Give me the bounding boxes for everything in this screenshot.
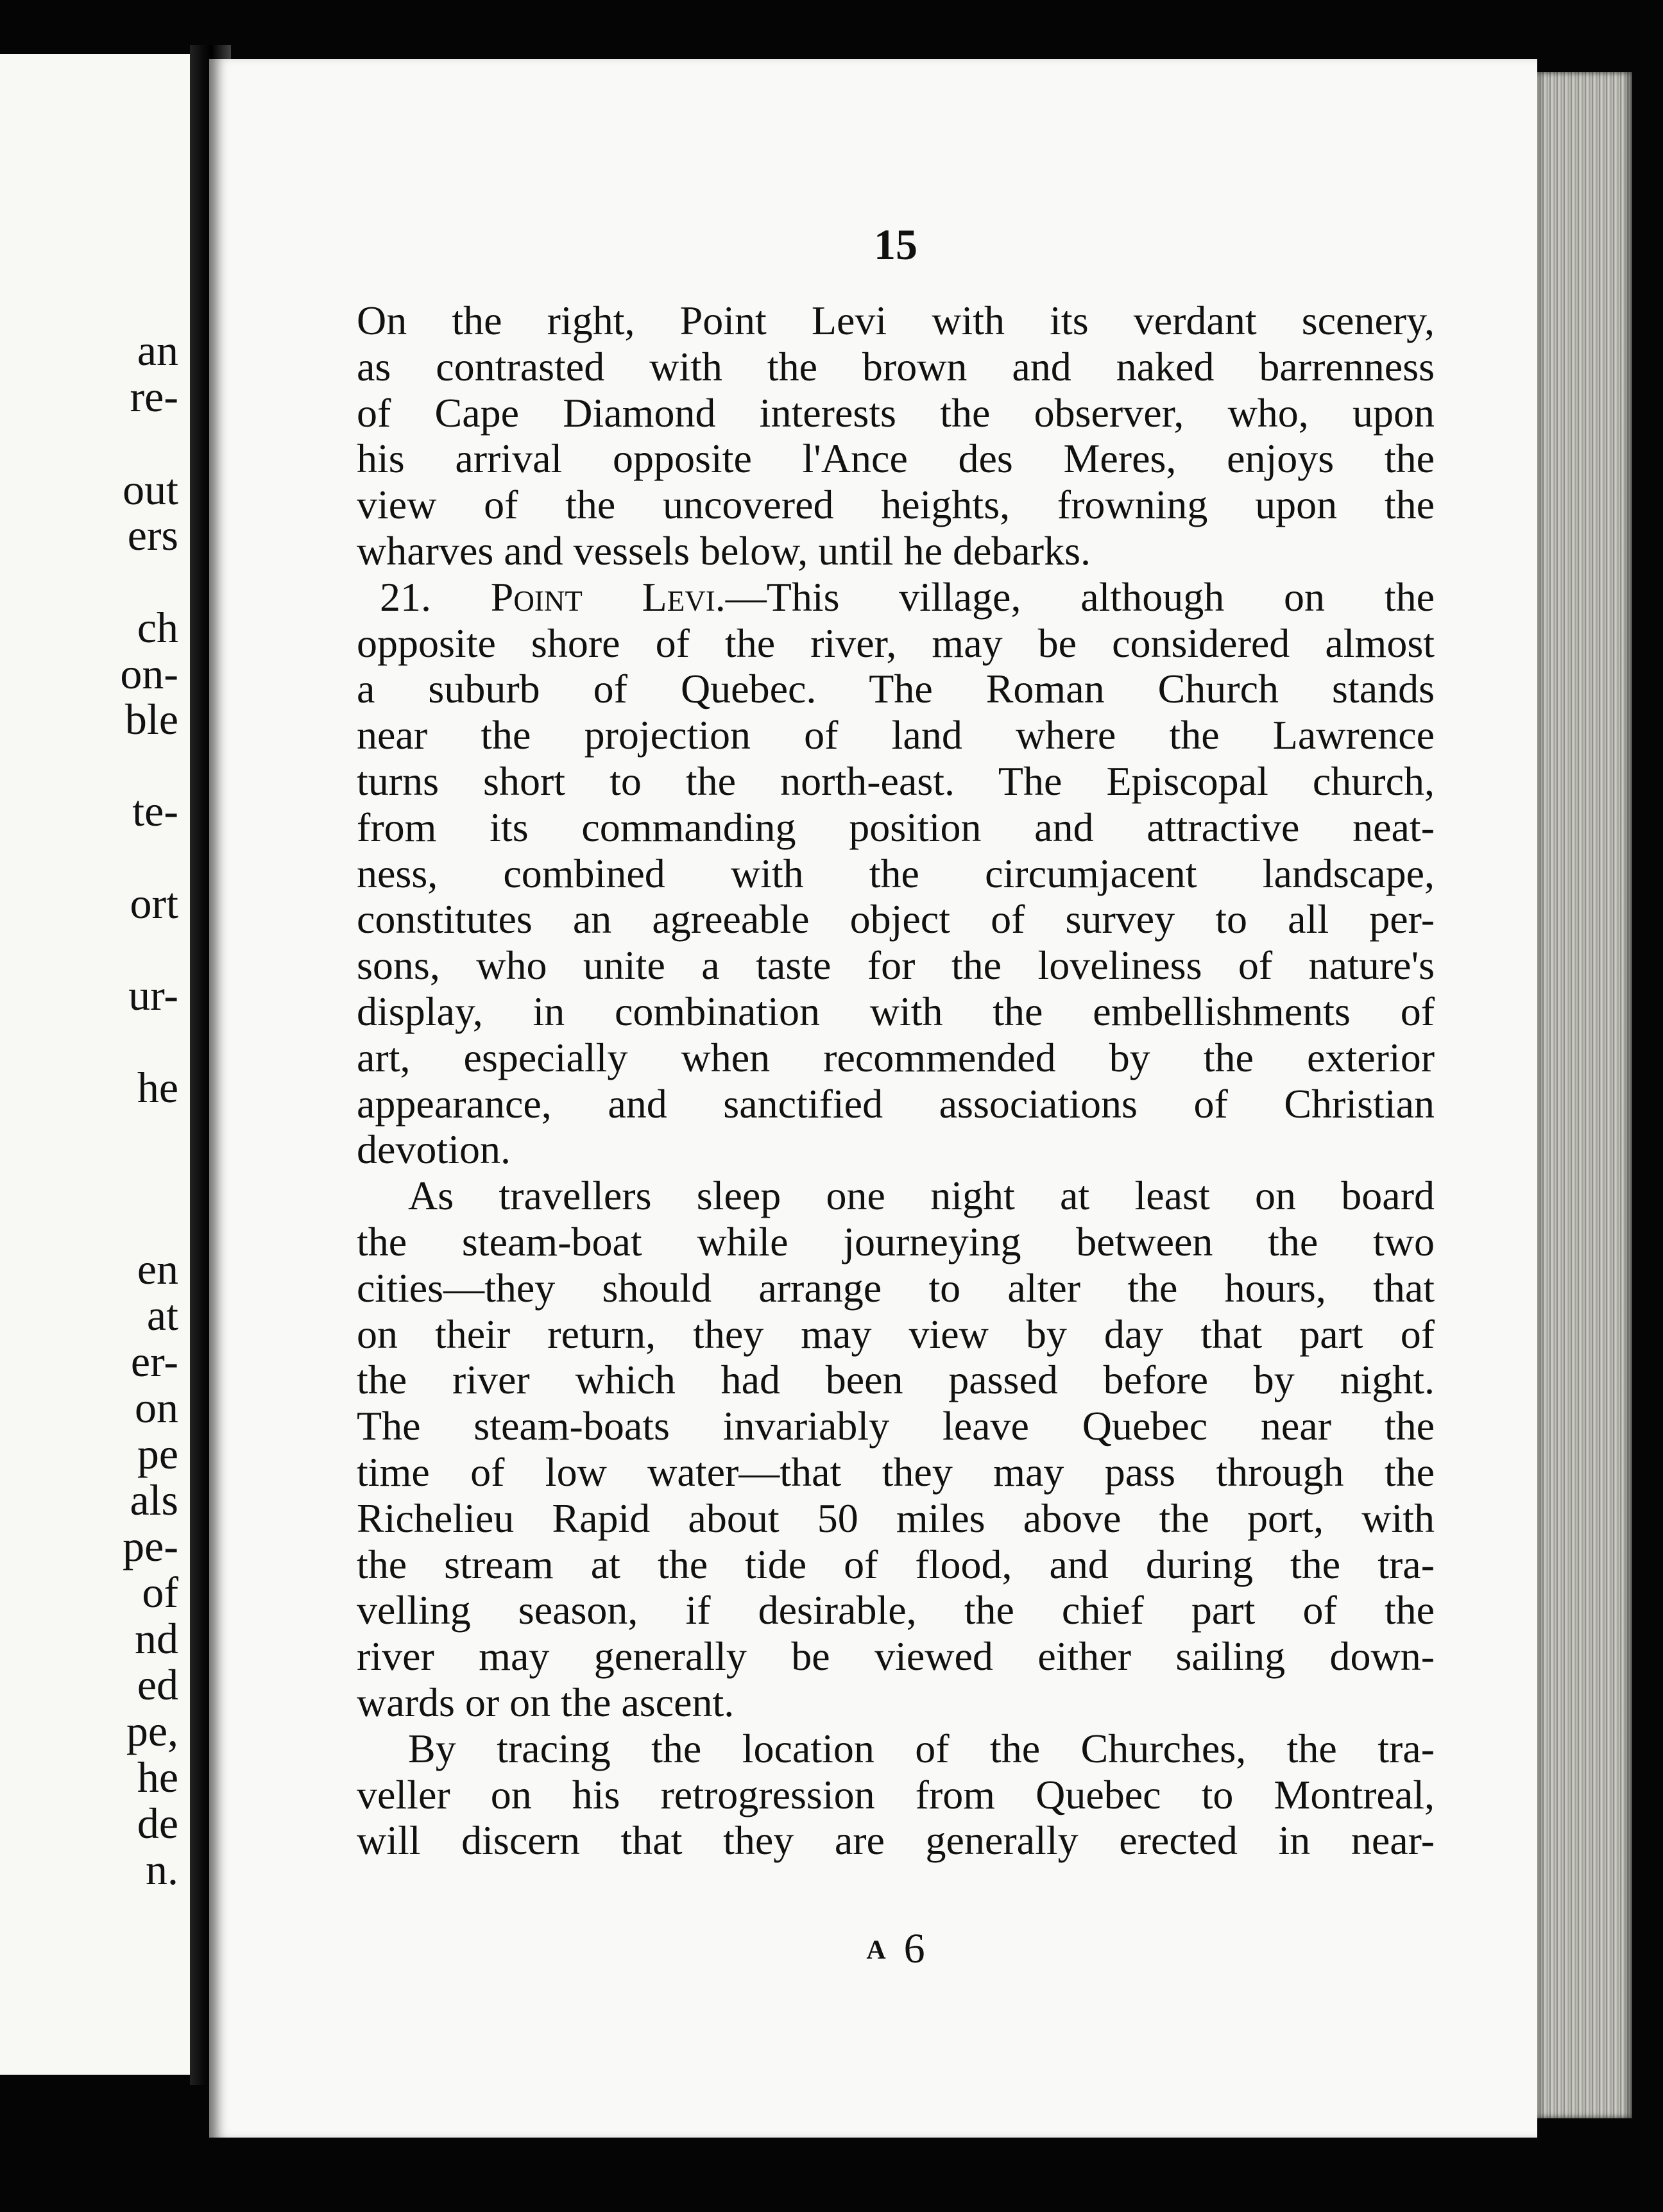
text-line: the stream at the tide of flood, and during the tra- [357,1541,1435,1587]
page-number: 15 [874,220,917,269]
signature-mark [209,1925,1537,1973]
text-line: the river which had been passed before by night. [357,1357,1435,1403]
text-line: devotion. [357,1127,511,1173]
left-fragment: te- [132,787,178,835]
text-line: time of low water—that they may pass through the [357,1449,1435,1495]
text-line: On the right, Point Levi with its verdant scenery, [357,298,1435,343]
left-fragment: on- [120,649,178,698]
main-page [209,59,1537,2138]
text-line: wharves and vessels below, until he debarks. [357,527,1091,574]
left-fragment: he [137,1753,178,1801]
left-fragment: out [123,465,178,514]
section-heading-continuation: —This village, although on the [725,574,1435,620]
left-facing-page [0,54,190,2075]
text-line: view of the uncovered heights, frowning upon the [357,482,1435,528]
text-line: wards or on the ascent. [357,1679,735,1725]
text-line: By tracing the location of the Churches, the tra- [408,1725,1435,1771]
text-line: constitutes an agreeable object of survey to all per- [357,896,1435,942]
text-line: velling season, if desirable, the chief part of the [357,1587,1435,1633]
left-fragment: als [130,1476,178,1524]
left-fragment: at [146,1291,178,1340]
text-line: appearance, and sanctified associations of Christian [357,1080,1435,1127]
left-fragment: re- [130,372,178,421]
section-number: 21. [380,574,491,620]
left-page-text-fragments [0,54,190,2075]
left-fragment: an [137,326,178,375]
left-fragment: pe [137,1429,178,1478]
left-fragment: ur- [128,971,178,1019]
left-fragment: er- [130,1337,178,1386]
text-line: from its commanding position and attractive neat- [357,804,1435,850]
text-line: as contrasted with the brown and naked barrenness [357,343,1435,389]
signature-number: 6 [903,1925,925,1972]
left-fragment: on [135,1383,178,1432]
text-line: near the projection of land where the Lawrence [357,712,1435,758]
text-line: a suburb of Quebec. The Roman Church stands [357,666,1435,712]
left-fragment: ort [130,879,178,928]
left-fragment: en [137,1245,178,1293]
section-heading: Point Levi. [490,574,726,620]
text-line: the steam-boat while journeying between the two [357,1218,1435,1264]
left-fragment: ed [137,1660,178,1709]
text-line: of Cape Diamond interests the observer, who, upon [357,389,1435,436]
text-line: sons, who unite a taste for the loveliness of nature's [357,942,1435,989]
text-line: will discern that they are generally erected in near- [357,1817,1435,1864]
left-fragment: pe- [123,1522,178,1570]
text-line: display, in combination with the embellishments of [357,988,1435,1034]
left-fragment: he [137,1063,178,1112]
text-line: opposite shore of the river, may be considered almost [357,620,1435,666]
left-fragment: n. [146,1845,178,1894]
body-text [357,298,1435,1864]
left-fragment: ers [127,511,178,559]
text-line: As travellers sleep one night at least on board [408,1173,1435,1219]
text-line: on their return, they may view by day that part of [357,1311,1435,1357]
text-line: turns short to the north-east. The Episcopal church, [357,758,1435,804]
left-fragment: of [142,1568,178,1617]
text-line: art, especially when recommended by the exterior [357,1034,1435,1080]
left-fragment: ch [137,603,178,652]
text-line: ness, combined with the circumjacent landscape, [357,850,1435,896]
section-heading-line [357,574,1435,620]
stacked-page-edges [1537,72,1632,2118]
text-line: The steam-boats invariably leave Quebec near the [357,1403,1435,1449]
text-line: cities—they should arrange to alter the hours, that [357,1264,1435,1311]
left-fragment: ble [124,695,178,744]
text-line: his arrival opposite l'Ance des Meres, enjoys the [357,436,1435,482]
signature-letter: A [866,1936,886,1965]
left-page-edge [190,45,212,2085]
left-fragment: pe, [126,1706,178,1755]
left-fragment: nd [135,1614,178,1663]
text-line: Richelieu Rapid about 50 miles above the port, with [357,1495,1435,1541]
left-fragment: de [137,1799,178,1848]
text-line: river may generally be viewed either sailing down- [357,1633,1435,1680]
text-line: veller on his retrogression from Quebec to Montreal, [357,1771,1435,1817]
